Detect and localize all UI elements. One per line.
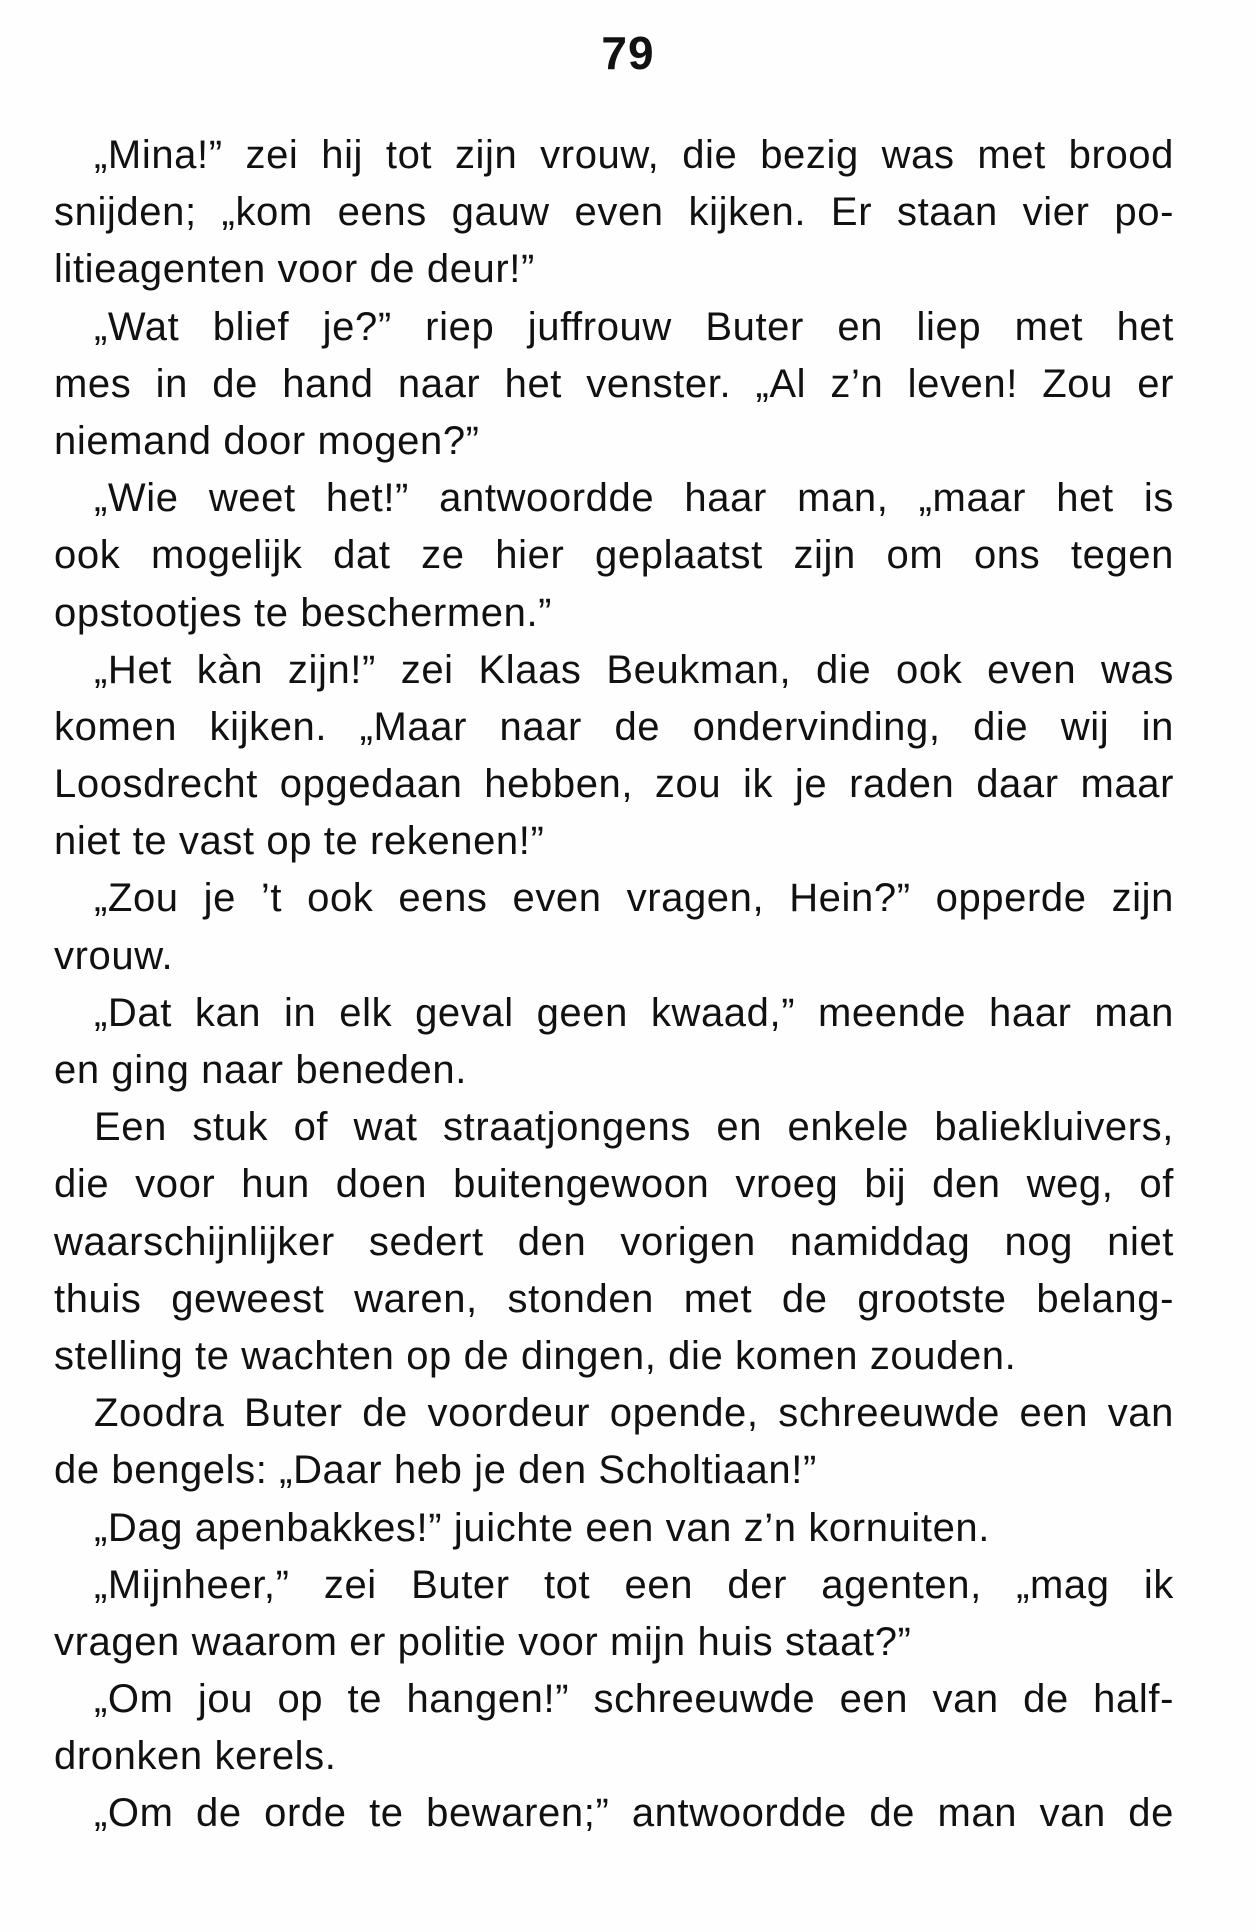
text-line: de bengels: „Daar heb je den Scholtiaan!”	[54, 1448, 817, 1493]
text-line: „Mijnheer,” zei Buter tot een der agenten, „mag ik	[94, 1562, 1174, 1607]
text-line: stelling te wachten op de dingen, die komen zouden.	[54, 1333, 1017, 1378]
text-line: waarschijnlijker sedert den vorigen namiddag nog niet	[54, 1219, 1174, 1264]
text-line: „Om jou op te hangen!” schreeuwde een van de half-	[94, 1677, 1174, 1722]
text-line: snijden; „kom eens gauw even kijken. Er staan vier po-	[54, 190, 1174, 235]
text-line: Loosdrecht opgedaan hebben, zou ik je raden daar maar	[54, 762, 1174, 807]
text-line: ook mogelijk dat ze hier geplaatst zijn om ons tegen	[54, 533, 1174, 578]
text-line: „Wie weet het!” antwoordde haar man, „maar het is	[94, 476, 1174, 521]
text-line: „Dag apenbakkes!” juichte een van z’n kornuiten.	[94, 1505, 990, 1550]
text-line: vragen waarom er politie voor mijn huis staat?”	[54, 1619, 912, 1664]
text-line: „Het kàn zijn!” zei Klaas Beukman, die ook even was	[94, 647, 1174, 692]
text-line: dronken kerels.	[54, 1734, 337, 1779]
text-line: die voor hun doen buitengewoon vroeg bij den weg, of	[54, 1162, 1174, 1207]
text-line: vrouw.	[54, 933, 174, 978]
text-line: thuis geweest waren, stonden met de grootste belang-	[54, 1276, 1174, 1321]
text-line: opstootjes te beschermen.”	[54, 590, 553, 635]
text-line: „Wat blief je?” riep juffrouw Buter en liep met het	[94, 304, 1174, 349]
body-text	[54, 127, 1174, 1843]
text-line: litieagenten voor de deur!”	[54, 247, 535, 292]
text-line: Een stuk of wat straatjongens en enkele baliekluivers,	[94, 1105, 1174, 1150]
text-line: niet te vast op te rekenen!”	[54, 819, 545, 864]
text-line: niemand door mogen?”	[54, 418, 480, 463]
text-line: „Mina!” zei hij tot zijn vrouw, die bezig was met brood	[94, 133, 1174, 177]
text-line: „Zou je ’t ook eens even vragen, Hein?” opperde zijn	[94, 876, 1174, 921]
text-line: „Dat kan in elk geval geen kwaad,” meende haar man	[94, 990, 1174, 1035]
page-number: 79	[601, 27, 655, 79]
text-line: mes in de hand naar het venster. „Al z’n leven! Zou er	[54, 361, 1174, 406]
text-line: „Om de orde te bewaren;” antwoordde de man van de	[94, 1791, 1174, 1836]
text-line: komen kijken. „Maar naar de ondervinding, die wij in	[54, 704, 1174, 749]
text-line: Zoodra Buter de voordeur opende, schreeuwde een van	[94, 1391, 1174, 1436]
text-line: en ging naar beneden.	[54, 1048, 467, 1092]
